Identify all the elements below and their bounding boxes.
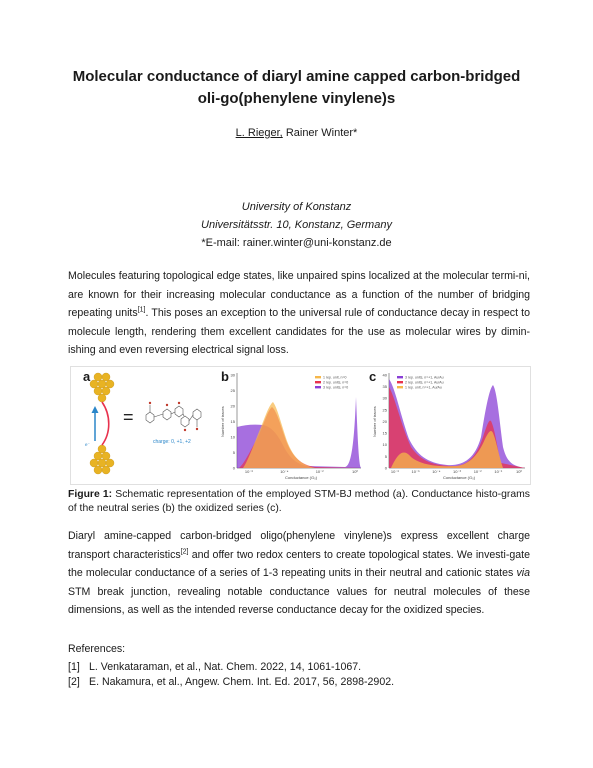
coauthors: Rainer Winter* [285,127,358,139]
y-tick-label: 40 [382,372,387,378]
paragraph-text: STM break junction, revealing notable conductance values for neutral molecules of these dimensions, as well as the intended reverse conductance decay for the oxidized species. [68,585,530,616]
reference-item [68,660,394,675]
y-tick-label: 15 [230,418,235,424]
y-tick-label: 10 [382,442,387,448]
top-gold-electrode [90,373,114,402]
bottom-gold-electrode [90,445,114,474]
legend-entry: 1 rep. unit, n=+1, Au/Au [405,385,442,390]
molecular-wire [102,402,109,445]
charge-label: charge: 0, +1, +2 [153,439,191,445]
y-tick-label: 5 [232,449,235,455]
figure-1 [70,366,531,485]
y-tick-label: 25 [230,387,235,393]
x-tick-label: 10⁻⁶ [390,469,400,474]
panel-a-label: a [83,369,91,384]
x-tick-label: 10⁻² [315,469,324,474]
y-tick-label: 35 [382,384,387,390]
panel-c-xticks [391,469,523,474]
molecule-structure [146,405,201,427]
paragraph-text: Diaryl amine-capped carbon-bridged oligo(phenylene vinylene)s express excellent charge transport characteristics [68,530,530,561]
panel-c-yticks [383,372,388,470]
panel-b-xlabel: Conductance (G₀) [285,475,318,480]
y-tick-label: 15 [382,430,387,436]
y-tick-label: 0 [232,465,235,471]
presenting-author: L. Rieger, [235,127,283,139]
address: Universitätsstr. 10, Konstanz, Germany [201,219,392,231]
references-list [68,660,394,690]
panel-c-ylabel: Number of traces [372,406,377,437]
panel-b-legend [315,376,348,390]
electron-label: e⁻ [85,442,90,447]
paper-title: Molecular conductance of diaryl amine capped carbon-bridged oli-go(phenylene vinylene)s [72,68,521,107]
abstract-paragraph-2 [68,527,530,620]
panel-a-schematic [71,367,211,484]
y-tick-label: 0 [384,465,387,471]
y-tick-label: 20 [230,403,235,409]
y-tick-label: 5 [384,453,387,459]
panel-b-histogram [215,367,365,484]
panel-c-histogram [367,367,529,484]
x-tick-label: 10⁻² [473,469,482,474]
affiliation-block [0,198,593,252]
paragraph-text: Molecules featuring topological edge states, like unpaired spins localized at the molecular termi-ni, are known for their increasing molecular conductance as a function of the number of bridging repeating units [68,270,530,319]
x-tick-label: 10⁻³ [453,469,461,474]
x-tick-label: 10⁰ [351,469,359,474]
reference-text: E. Nakamura, et al., Angew. Chem. Int. Ed. 2017, 56, 2898-2902. [89,676,395,688]
paragraph-text: . This poses an exception to the universal rule of conductance decay in respect to molecule length, rendering them excellent candidates for the use as molecular wires by dimin-ishing and even reversing electrical signal loss. [68,307,531,356]
abstract-paragraph-1 [68,267,530,360]
panel-b-xticks [245,469,359,474]
reference-number: [2] [68,676,80,688]
paragraph-text: and offer two redox centers to create topological states. We investi-gate the molecular conductance of a series of 1-3 repeating units in their neutral and cationic states [68,548,530,579]
y-tick-label: 30 [382,395,387,401]
figure-caption [68,488,530,516]
x-tick-label: 10⁻⁶ [244,469,254,474]
italic-via: via [516,567,530,579]
x-tick-label: 10⁻¹ [494,469,503,474]
y-tick-label: 10 [230,434,235,440]
electron-flow-arrow [92,406,99,441]
reference-text: L. Venkataraman, et al., Nat. Chem. 2022, 14, 1061-1067. [89,661,362,673]
y-tick-label: 25 [382,407,387,413]
institution: University of Konstanz [241,201,352,213]
x-tick-label: 10⁻⁴ [432,469,441,474]
panel-b-yticks [231,372,236,470]
legend-entry: 3 rep. units, n=+1, Au/Au [405,375,444,380]
legend-entry: 2 rep. units, n=0 [323,380,349,385]
panel-c-legend [397,376,444,390]
x-tick-label: 10⁻⁵ [411,469,420,474]
x-tick-label: 10⁻⁴ [280,469,289,474]
citation-ref: [1] [137,306,146,314]
reference-number: [1] [68,661,80,673]
caption-label: Figure 1: [68,489,113,500]
panel-b-label: b [221,369,229,384]
email: *E-mail: rainer.winter@uni-konstanz.de [201,237,392,249]
legend-entry: 3 rep. units, n=0 [323,385,349,390]
y-tick-label: 30 [230,372,235,378]
legend-entry: 1 rep. unit, n=0 [323,375,347,380]
equals-sign: = [123,407,134,427]
reference-item [68,675,394,690]
references-heading: References: [68,643,126,655]
panel-c-xlabel: Conductance (G₀) [443,475,476,480]
panel-b-ylabel: Number of traces [220,406,225,437]
y-tick-label: 20 [382,418,387,424]
x-tick-label: 10⁰ [515,469,523,474]
panel-c-label: c [369,369,377,384]
caption-text: Schematic representation of the employed STM-BJ method (a). Conductance histo-grams of the neutral series (b) the oxidized series (c). [68,489,530,514]
legend-entry: 2 rep. units, n=+1, Au/Au [405,380,444,385]
author-line [0,127,593,139]
citation-ref: [2] [180,547,189,555]
